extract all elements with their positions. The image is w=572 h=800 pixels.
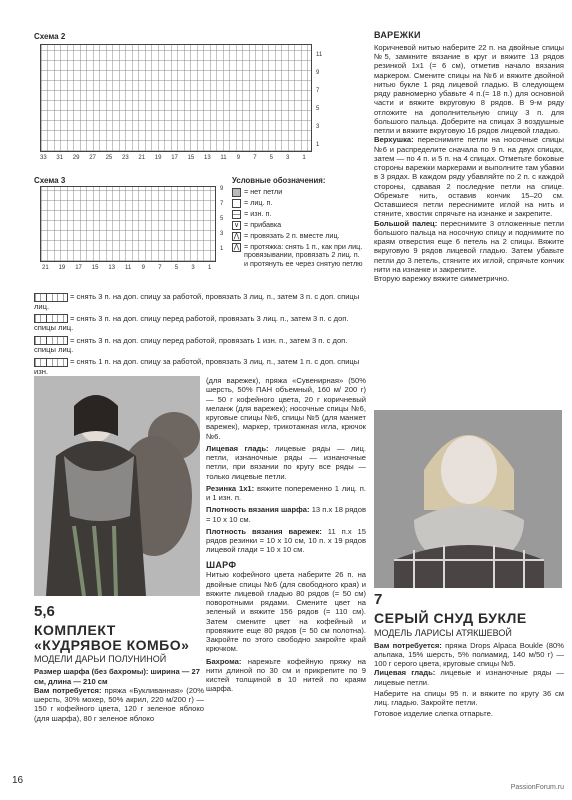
axis-tick-label: 19: [58, 265, 66, 271]
scheme3-chart: [40, 186, 216, 262]
axis-tick-label: 17: [171, 155, 178, 161]
increase-icon: ∨: [233, 221, 240, 229]
legend-item: ⋀ = протяжка: снять 1 п., как при лиц. провязывании, провязать 2 лиц. п. и протянуть ее через снятую петлю: [233, 241, 363, 269]
set56-number: 5,6: [34, 603, 55, 620]
scheme2-title: Схема 2: [34, 32, 66, 41]
cable-left-icon: [34, 293, 68, 302]
axis-tick-label: 27: [89, 155, 96, 161]
axis-tick-label: 17: [75, 265, 82, 271]
set56-title-1: КОМПЛЕКТ: [34, 622, 116, 638]
axis-tick-label: 21: [138, 155, 146, 161]
cable-purl-left-icon: [34, 358, 68, 367]
legend-item: — = изн. п.: [233, 208, 272, 218]
set56-title-2: «КУДРЯВОЕ КОМБО»: [34, 636, 190, 653]
cable-right-icon: [34, 314, 68, 323]
legend-item: = нет петли: [232, 188, 364, 197]
axis-tick-label: 7: [220, 201, 224, 207]
axis-tick-label: 9: [220, 186, 224, 192]
snood-title: СЕРЫЙ СНУД БУКЛЕ: [374, 610, 527, 626]
axis-tick-label: 1: [208, 265, 212, 271]
axis-tick-label: 5: [269, 155, 273, 161]
axis-tick-label: 7: [253, 155, 257, 161]
set-photo: [34, 376, 200, 596]
set56-header: 5,6 КОМПЛЕКТ «КУДРЯВОЕ КОМБО» МОДЕЛИ ДАРЬИ ПОЛУНИНОЙ Размер шарфа (без бахромы): ширина — 27 см, длина — 210 см Вам потребуется: пряжа «Букливанная» (20% шерсть, 30% мохер, 50% акрил, 220 м/200 г) — 150 г кофейного цвета, 120 г зеленое яблоко (для шарфа), 80 г зеленое яблоко: [34, 603, 204, 723]
snood-photo: [374, 410, 562, 588]
axis-tick-label: 15: [91, 265, 99, 271]
snood-section: 7 СЕРЫЙ СНУД БУКЛЕ МОДЕЛЬ ЛАРИСЫ АТЯКШЕВОЙ Вам потребуется: пряжа Drops Alpaca Boukle (80% альпака, 15% шерсть, 5% полиамид, 140 м/50 г) — 100 г серого цвета, круговые спицы №5. Лицевая гладь: лицевые и изнаночные ряды — лицевые петли. Наберите на спицы 95 п. и вяжите по кругу 36 см лиц. гладью. Закройте петли. Готовое изделие слегка отпарьте.: [374, 591, 565, 719]
axis-tick-label: 9: [141, 265, 145, 271]
axis-tick-label: 3: [316, 124, 320, 130]
knit-stitch-icon: [232, 199, 241, 208]
cable-purl-right-icon: [34, 336, 68, 345]
legend-title: Условные обозначения:: [232, 176, 326, 185]
axis-tick-label: 5: [174, 265, 179, 271]
page-number: 16: [12, 775, 24, 786]
k2tog-icon: ⋀: [233, 232, 240, 240]
axis-tick-label: 7: [316, 88, 320, 94]
axis-tick-label: 15: [187, 155, 195, 161]
axis-tick-label: 11: [220, 155, 227, 161]
psso-icon: ⋀: [233, 243, 240, 251]
axis-tick-label: 13: [204, 155, 211, 161]
axis-tick-label: 25: [105, 155, 113, 161]
axis-tick-label: 19: [154, 155, 162, 161]
axis-tick-label: 5: [316, 106, 320, 112]
axis-tick-label: 31: [56, 155, 64, 161]
snood-number: 7: [374, 591, 383, 608]
axis-tick-label: 1: [302, 155, 306, 161]
axis-tick-label: 3: [220, 231, 224, 237]
mittens-section: ВАРЕЖКИ Коричневой нитью наберите 22 п. на двойные спицы №5, замкните вязание в круг и вяжите 13 рядов резинкой 1х1 (= 6 см), отметив начало вязания маркером. Смените спицы на №6 и вяжите двойной нитью букле 1 ряд лицевой гладью. В следующем ряду равномерно убавьте 4 п.(= 18 п.) для основной части и вяжите вкруговую 8 рядов. В 9-м ряду отложите на дополнительную спицу 3 п. для большого пальца. Доберите на спицах 3 воздушные петли и вяжите вкруговую 16 рядов лицевой гладью. Верхушка: переснимите петли на носочные спицы №6 и распределите сначала по 9 п. на двух спицах, затем — по 4 п. и 5 п. на 4 спицах. Отметьте боковые стороны варежки маркерами и выполните там убавки в 3 рядах. В каждом ряду убавляйте по 2 п. с каждой стороны, сдвавая 2 последние петли на спице. Обрежьте нить, оставив кончик 15–20 см. Оставшиеся петли переснимите иглой на нить и стяните, хвостик спрячьте на изнанке и закрепите. Большой палец: переснимите 3 отложенные петли большого пальца на носочную спицу и поднимите по краям отверстия еще 6 петель на 2 спицы. Вяжите вкруговую 9 рядов лицевой гладью. Затем убавьте петли до 3 петель, стяните их иглой, спрячьте кончик нити на изнанке и закрепите. Вторую варежку вяжите симметрично.: [374, 30, 564, 284]
axis-tick-label: 1: [220, 246, 224, 252]
axis-tick-label: 3: [191, 265, 195, 271]
scheme2-chart: [40, 44, 312, 152]
site-watermark: PassionForum.ru: [510, 784, 564, 791]
scheme3-title: Схема 3: [34, 176, 66, 185]
axis-tick-label: 13: [108, 265, 116, 271]
axis-tick-label: 5: [220, 216, 224, 222]
set56-details: (для варежек), пряжа «Сувенирная» (50% шерсть, 50% ПАН объемный, 160 м/ 200 г) — 50 г кофейного цвета, 20 г коричневый меланж (для варежек); носочные спицы №6, круговые спицы №6, спицы №5 (для манжет варежек), маркер, трикотажная игла, крючок №6. Лицевая гладь: лицевые ряды — лиц. петли, изнаночные ряды — изнаночные петли, при вязании по кругу все ряды — только лицевые петли. Резинка 1х1: вяжите попеременно 1 лиц. п. и 1 изн. п. Плотность вязания шарфа: 13 п.х 18 рядов = 10 х 10 см. Плотность вязания варежек: 11 п.х 15 рядов резинки = 10 х 10 см, 10 п. х 19 рядов лицевой глади = 10 х 10 см. ШАРФ Нитью кофейного цвета наберите 26 п. на двойные спицы №6 (для свободного края) и вяжите лицевой гладью 80 рядов (= 50 см) поворотными рядами. Смените цвет на зеленый и вяжите 156 рядов (= 110 см). Затем смените цвет на кофейный и провяжите еще 80 рядов (= 50 см полотна). Закройте по этого свободно закройте край крючком. Бахрома: нарежьте кофейную пряжу на нити длиной по 30 см и прикрепите по 9 кистей толщиной в 10 нитей по краям шарфа.: [206, 376, 366, 694]
axis-tick-label: 7: [158, 265, 162, 271]
set56-author: МОДЕЛИ ДАРЬИ ПОЛУНИНОЙ: [34, 654, 167, 665]
axis-tick-label: 11: [125, 265, 132, 271]
axis-tick-label: 3: [286, 155, 290, 161]
mittens-title: ВАРЕЖКИ: [374, 30, 421, 40]
legend: [232, 176, 364, 269]
axis-tick-label: 21: [42, 265, 49, 271]
axis-tick-label: 29: [72, 155, 80, 161]
snood-author: МОДЕЛЬ ЛАРИСЫ АТЯКШЕВОЙ: [374, 627, 512, 638]
woman-in-snood-image: [374, 410, 562, 588]
purl-stitch-icon: —: [233, 210, 240, 218]
axis-tick-label: 1: [316, 142, 320, 148]
no-stitch-icon: [232, 188, 241, 197]
axis-tick-label: 9: [236, 155, 241, 161]
axis-tick-label: 9: [316, 70, 320, 76]
legend-item: ⋀ = провязать 2 п. вместе лиц.: [233, 230, 340, 240]
scarf-title: ШАРФ: [206, 559, 237, 570]
legend-item: ∨ = прибавка: [233, 219, 282, 229]
cable-legend: = снять 3 п. на доп. спицу за работой, провязать 3 лиц. п., затем 3 п. с доп. спицы лиц. = снять 3 п. на доп. спицу перед работой, провязать 3 лиц. п., затем 3 п. с доп. спицы лиц. = снять 3 п. на доп. спицу перед работой, провязать 1 изн. п., затем 3 п. с доп. спицы лиц. = снять 1 п. на доп. спицу за работой, провязать 3 лиц. п., затем 1 п. с доп. спицы изн.: [34, 292, 360, 376]
axis-tick-label: 23: [122, 155, 129, 161]
woman-with-bear-image: [34, 376, 200, 596]
axis-tick-label: 11: [316, 52, 323, 58]
legend-item: = лиц. п.: [232, 199, 364, 208]
axis-tick-label: 33: [40, 155, 47, 161]
